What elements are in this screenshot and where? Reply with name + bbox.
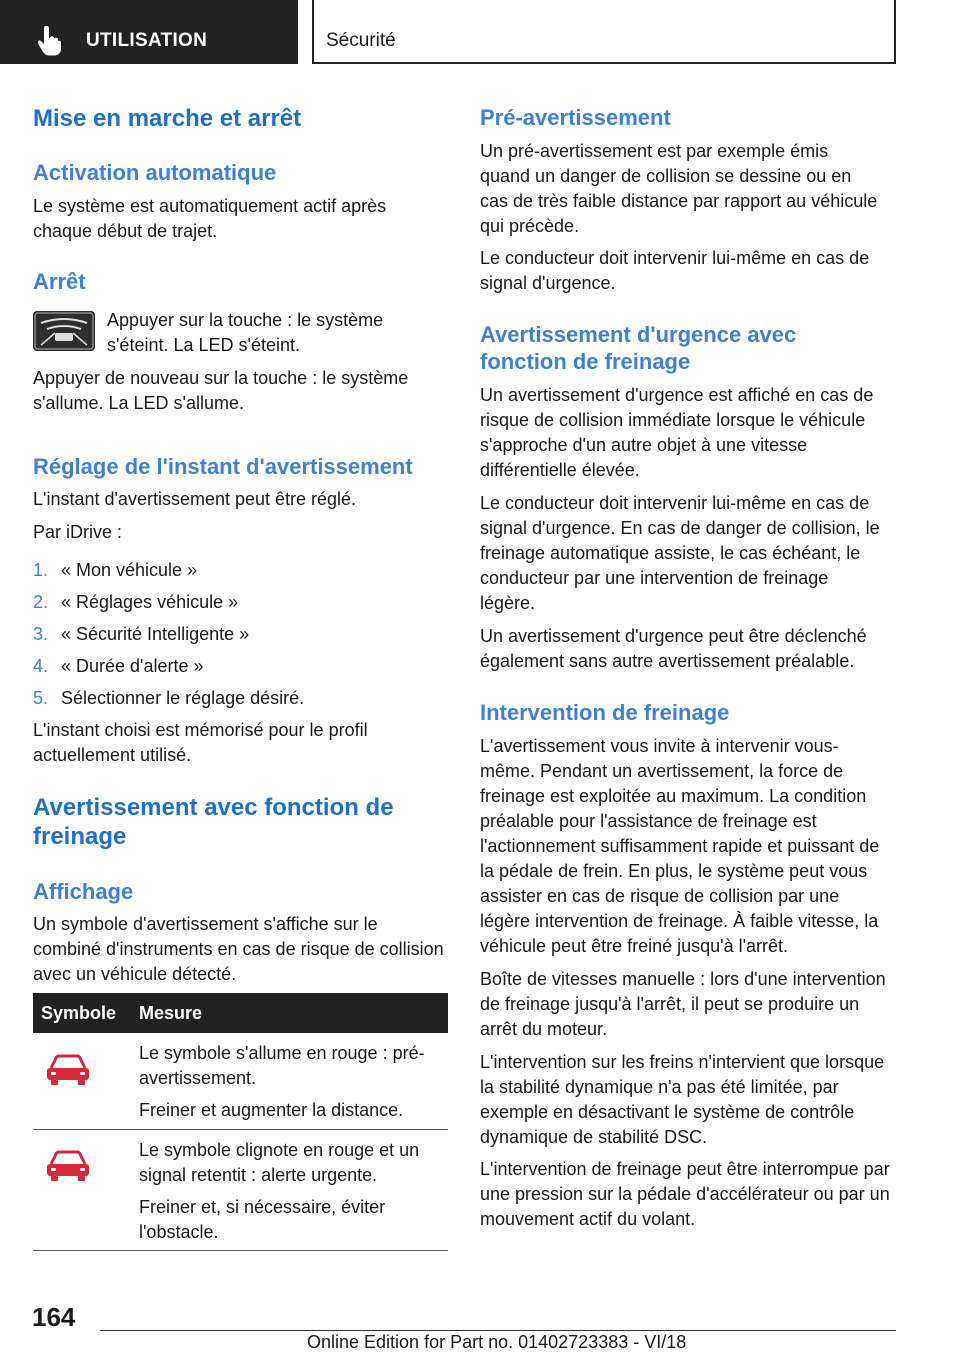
heading-display: Affichage [33,879,134,904]
text-setting-2: Par iDrive : [33,522,123,542]
text-pre-warning-2: Le conducteur doit intervenir lui-même en cas de signal d'urgence. [480,248,870,293]
car-warning-icon [43,1148,93,1184]
step-text: « Durée d'alerte » [61,656,204,676]
column-header-symbol: Symbole [41,1003,117,1023]
table-row-divider [33,1250,448,1251]
topic-title: Sécurité [326,30,396,51]
heading-pre-warning: Pré-avertissement [480,105,671,130]
heading-stop: Arrêt [33,269,86,294]
text-stop-1: Appuyer sur la touche : le système s'éteint. La LED s'éteint. [107,310,384,355]
text-auto-activation: Le système est automatiquement actif après chaque début de trajet. [33,196,387,241]
step-number: 1. [33,560,49,580]
heading-main: Mise en marche et arrêt [33,105,302,132]
step-text: Sélectionner le réglage désiré. [61,688,305,708]
step-number: 5. [33,688,49,708]
heading-setting: Réglage de l'instant d'avertissement [33,454,413,479]
car-warning-icon [43,1052,93,1088]
section-title: UTILISATION [86,30,208,51]
text-brake-3: L'intervention sur les freins n'intervient que lorsque la stabilité dynamique n'a pas été limitée, par exemple en désactivant le système de contrôle dynamique de stabilité DSC. [480,1052,885,1147]
text-brake-4: L'intervention de freinage peut être interrompue par une pression sur la pédale d'accélérateur ou par un mouvement actif du volant. [480,1159,890,1229]
text-urgent-3: Un avertissement d'urgence peut être déclenché également sans autre avertissement préalable. [480,626,867,671]
hand-pointer-icon [36,26,62,56]
heading-urgent-warning: Avertissement d'urgence avec fonction de freinage [480,322,797,374]
text-urgent-2: Le conducteur doit intervenir lui-même en cas de signal d'urgence. En cas de danger de collision, le freinage automatique assiste, le cas échéant, le conducteur par une intervention de freinage légère. [480,493,880,613]
text-stop-2: Appuyer de nouveau sur la touche : le système s'allume. La LED s'allume. [33,368,409,413]
page-header [0,0,960,66]
step-text: « Réglages véhicule » [61,592,239,612]
topic-tab [312,0,896,64]
step-text: « Mon véhicule » [61,560,198,580]
text-display: Un symbole d'avertissement s'affiche sur le combiné d'instruments en cas de risque de collision avec un véhicule détecté. [33,914,444,984]
text-pre-warning-1: Un pré-avertissement est par exemple émis quand un danger de collision se dessine ou en cas de très faible distance par rapport au véhicule qui précède. [480,141,878,236]
text-saved: L'instant choisi est mémorisé pour le profil actuellement utilisé. [33,720,368,765]
table-row-2-line-2: Freiner et, si nécessaire, éviter l'obstacle. [139,1197,386,1242]
heading-auto-activation: Activation automatique [33,160,277,185]
footer-rule [100,1330,896,1331]
heading-braking-intervention: Intervention de freinage [480,700,730,725]
text-setting-1: L'instant d'avertissement peut être réglé. [33,489,357,509]
table-row-divider [33,1129,448,1130]
heading-warning-braking: Avertissement avec fonction de freinage [33,794,394,850]
text-urgent-1: Un avertissement d'urgence est affiché en cas de risque de collision immédiate lorsque le véhicule s'approche d'un autre objet à une vitesse différentielle élevée. [480,385,874,480]
text-brake-2: Boîte de vitesses manuelle : lors d'une intervention de freinage jusqu'à l'arrêt, il peut se produire un arrêt du moteur. [480,969,886,1039]
step-number: 4. [33,656,49,676]
step-number: 2. [33,592,49,612]
table-row-2-line-1: Le symbole clignote en rouge et un signal retentit : alerte urgente. [139,1140,420,1185]
section-tab [0,0,298,64]
table-header [33,993,448,1033]
column-header-measure: Mesure [139,1003,203,1023]
table-row-1-line-1: Le symbole s'allume en rouge : pré-avertissement. [139,1043,425,1088]
collision-warning-button-icon [33,311,95,351]
footer-edition: Online Edition for Part no. 01402723383 - VI/18 [307,1332,687,1352]
page-number: 164 [32,1302,76,1332]
table-row-1-line-2: Freiner et augmenter la distance. [139,1100,404,1120]
text-brake-1: L'avertissement vous invite à intervenir vous-même. Pendant un avertissement, la force de freinage est exploitée au maximum. La condition préalable pour l'assistance de freinage est l'actionnement suffisamment rapide et puissant de la pédale de frein. En plus, le système peut vous assister en cas de risque de collision par une légère intervention de freinage. À faible vitesse, la véhicule peut être freiné jusqu'à l'arrêt. [480,736,880,956]
step-text: « Sécurité Intelligente » [61,624,250,644]
step-number: 3. [33,624,49,644]
